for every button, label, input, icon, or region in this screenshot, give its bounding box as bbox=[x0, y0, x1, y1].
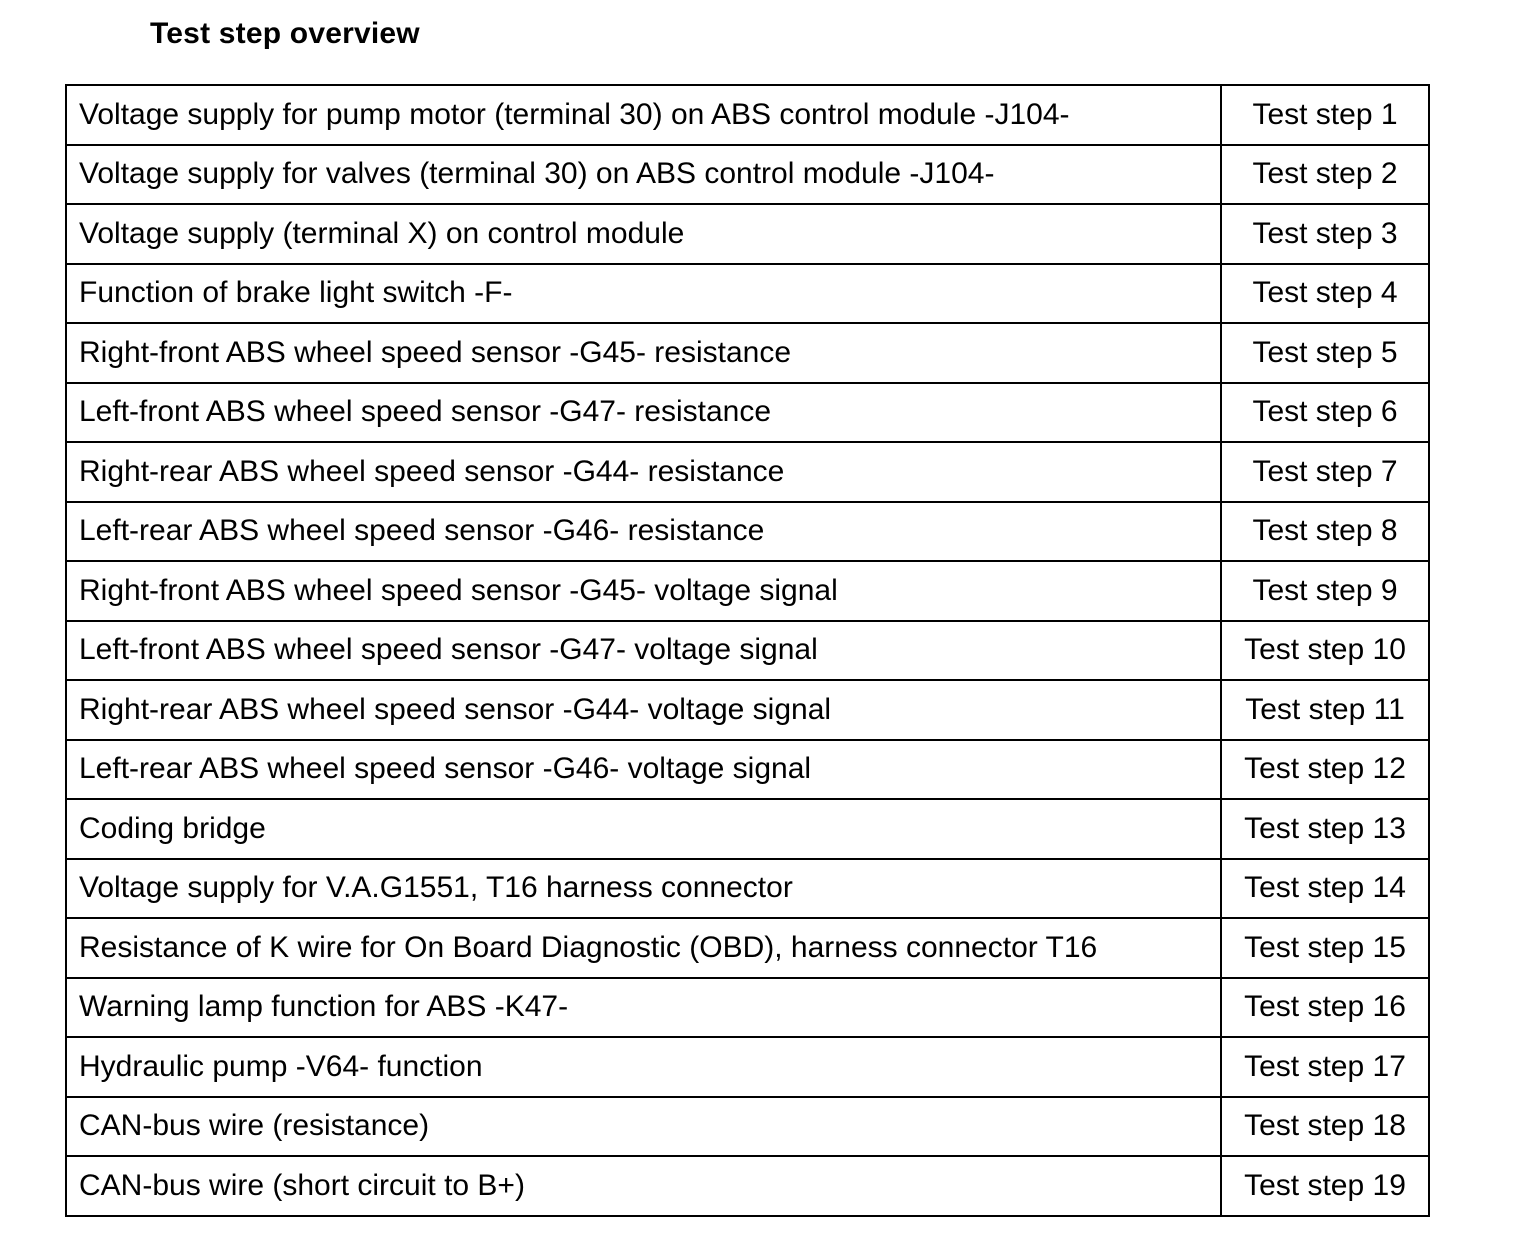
test-description: Left-front ABS wheel speed sensor -G47- voltage signal bbox=[66, 621, 1221, 681]
page-title: Test step overview bbox=[150, 17, 420, 50]
test-description: Warning lamp function for ABS -K47- bbox=[66, 978, 1221, 1038]
table-row bbox=[66, 1097, 1429, 1157]
test-description: CAN-bus wire (resistance) bbox=[66, 1097, 1221, 1157]
test-description: Right-front ABS wheel speed sensor -G45- voltage signal bbox=[66, 561, 1221, 621]
test-description: Right-front ABS wheel speed sensor -G45- resistance bbox=[66, 323, 1221, 383]
table-row bbox=[66, 264, 1429, 324]
test-description: Function of brake light switch -F- bbox=[66, 264, 1221, 324]
test-description: Voltage supply (terminal X) on control module bbox=[66, 204, 1221, 264]
table-row bbox=[66, 145, 1429, 205]
table-row bbox=[66, 621, 1429, 681]
test-step-number: Test step 11 bbox=[1221, 680, 1429, 740]
test-description: Coding bridge bbox=[66, 799, 1221, 859]
test-step-number: Test step 2 bbox=[1221, 145, 1429, 205]
table-row bbox=[66, 502, 1429, 562]
test-description: Resistance of K wire for On Board Diagnostic (OBD), harness connector T16 bbox=[66, 918, 1221, 978]
table-row bbox=[66, 561, 1429, 621]
table-row bbox=[66, 740, 1429, 800]
test-description: Left-rear ABS wheel speed sensor -G46- resistance bbox=[66, 502, 1221, 562]
test-description: Left-front ABS wheel speed sensor -G47- resistance bbox=[66, 383, 1221, 443]
table-row bbox=[66, 799, 1429, 859]
test-description: CAN-bus wire (short circuit to B+) bbox=[66, 1156, 1221, 1216]
table-row bbox=[66, 442, 1429, 502]
test-step-number: Test step 17 bbox=[1221, 1037, 1429, 1097]
test-step-number: Test step 6 bbox=[1221, 383, 1429, 443]
test-description: Voltage supply for pump motor (terminal 30) on ABS control module -J104- bbox=[66, 85, 1221, 145]
table-row bbox=[66, 1037, 1429, 1097]
test-step-number: Test step 7 bbox=[1221, 442, 1429, 502]
test-step-number: Test step 16 bbox=[1221, 978, 1429, 1038]
test-description: Hydraulic pump -V64- function bbox=[66, 1037, 1221, 1097]
test-step-number: Test step 18 bbox=[1221, 1097, 1429, 1157]
test-step-number: Test step 13 bbox=[1221, 799, 1429, 859]
test-step-number: Test step 15 bbox=[1221, 918, 1429, 978]
test-description: Right-rear ABS wheel speed sensor -G44- voltage signal bbox=[66, 680, 1221, 740]
table-row bbox=[66, 918, 1429, 978]
test-step-number: Test step 14 bbox=[1221, 859, 1429, 919]
test-description: Right-rear ABS wheel speed sensor -G44- resistance bbox=[66, 442, 1221, 502]
table-row bbox=[66, 85, 1429, 145]
table-row bbox=[66, 680, 1429, 740]
test-step-number: Test step 9 bbox=[1221, 561, 1429, 621]
test-step-number: Test step 8 bbox=[1221, 502, 1429, 562]
test-step-number: Test step 1 bbox=[1221, 85, 1429, 145]
test-step-number: Test step 10 bbox=[1221, 621, 1429, 681]
test-step-number: Test step 3 bbox=[1221, 204, 1429, 264]
test-description: Voltage supply for valves (terminal 30) on ABS control module -J104- bbox=[66, 145, 1221, 205]
table-row bbox=[66, 383, 1429, 443]
table-row bbox=[66, 323, 1429, 383]
test-step-table bbox=[65, 84, 1430, 1217]
test-step-number: Test step 19 bbox=[1221, 1156, 1429, 1216]
table-row bbox=[66, 859, 1429, 919]
test-description: Voltage supply for V.A.G1551, T16 harness connector bbox=[66, 859, 1221, 919]
test-step-number: Test step 5 bbox=[1221, 323, 1429, 383]
table-row bbox=[66, 1156, 1429, 1216]
test-step-number: Test step 4 bbox=[1221, 264, 1429, 324]
table-row bbox=[66, 978, 1429, 1038]
test-step-table-body bbox=[66, 85, 1429, 1216]
test-description: Left-rear ABS wheel speed sensor -G46- voltage signal bbox=[66, 740, 1221, 800]
table-row bbox=[66, 204, 1429, 264]
test-step-number: Test step 12 bbox=[1221, 740, 1429, 800]
